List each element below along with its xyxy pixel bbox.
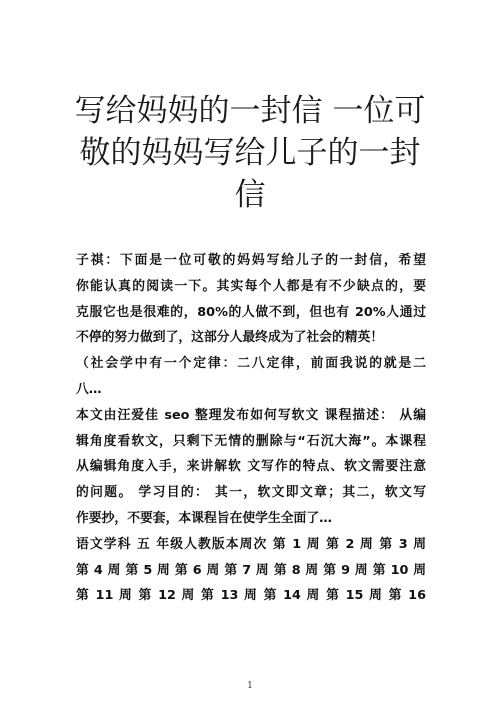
document-body [76,248,426,609]
body-line: 从编辑角度入手，来讲解软 文写作的特点、软文需要注意 [76,459,426,475]
body-line: 八… [76,381,102,397]
body-line: 作要抄，不要套，本课程旨在使学生全面了… [76,510,332,526]
body-line: 辑角度看软文，只剩下无情的删除与“石沉大海”。本课程 [76,433,426,449]
body-line: 语文学科 五 年级人教版本周次 第 1 周 第 2 周 第 3 周 [76,536,426,552]
page-number: 1 [247,681,253,691]
title-line: 敬的妈妈写给儿子的一封 [79,135,421,171]
title-line: 写给妈妈的一封信 一位可 [74,93,426,129]
title-line: 信 [234,177,266,213]
body-line: 本文由汪爱佳 seo 整理发布如何写软文 课程描述： 从编 [76,407,426,423]
body-line: 第 11 周 第 12 周 第 13 周 第 14 周 第 15 周 第 16 [76,588,426,604]
body-line: 克服它也是很难的，80%的人做不到，但也有 20%人通过 [76,304,426,320]
body-line: 不停的努力做到了，这部分人最终成为了社会的精英！ [76,330,384,346]
body-line: 你能认真的阅读一下。其实每个人都是有不少缺点的，要 [76,278,426,294]
body-line: 的问题。 学习目的： 其一，软文即文章；其二，软文写 [76,485,426,501]
body-line: （社会学中有一个定律：二八定律，前面我说的就是二 [76,356,426,372]
body-line: 第 4 周 第 5 周 第 6 周 第 7 周 第 8 周 第 9 周 第 10 周 [76,562,426,578]
body-line: 子祺：下面是一位可敬的妈妈写给儿子的一封信，希望 [76,253,426,268]
document-title [70,90,430,216]
